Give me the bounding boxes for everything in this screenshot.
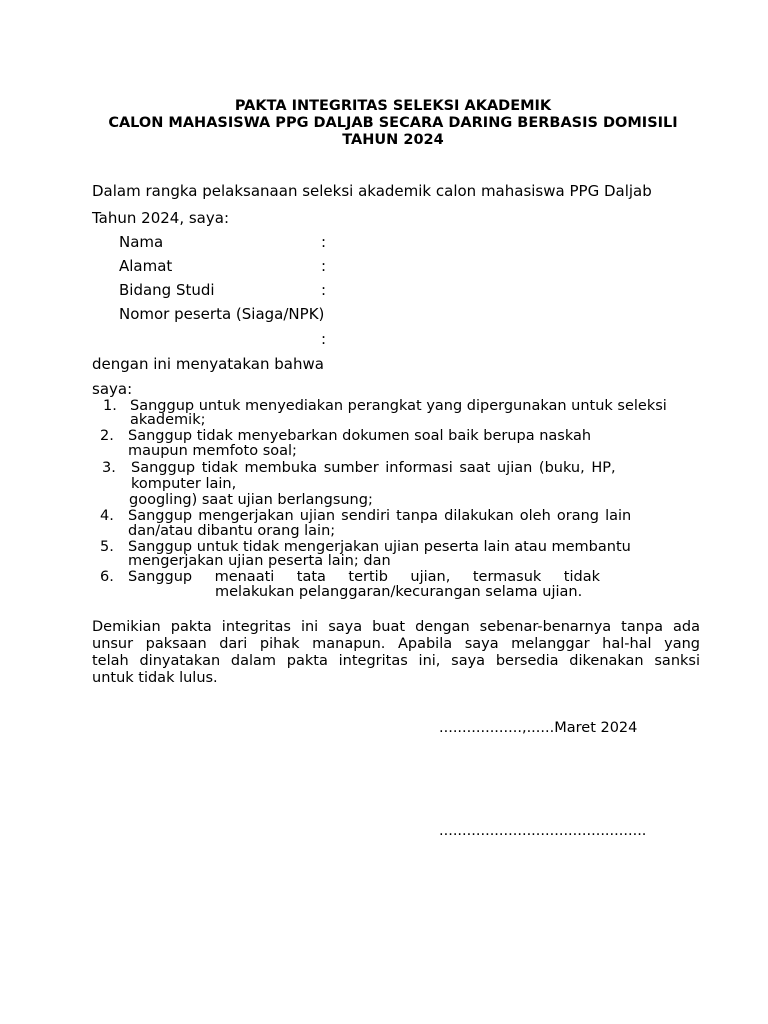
intro-line-2: Tahun 2024, saya: [92, 209, 229, 227]
list-item-number: 6. [100, 569, 114, 585]
list-item-number: 4. [100, 508, 114, 524]
list-item-text: mengerjakan ujian peserta lain; dan [128, 553, 391, 569]
list-item-number: 2. [100, 428, 114, 444]
list-item-text: maupun memfoto soal; [128, 443, 297, 459]
closing-line-2: unsur paksaan dari pihak manapun. Apabila saya melanggar hal-hal yang [92, 636, 700, 652]
list-item-text: Sanggup tidak membuka sumber informasi saat ujian (buku, HP, [131, 460, 616, 476]
field-colon-nama: : [321, 233, 327, 251]
field-colon-bidang-studi: : [321, 281, 327, 299]
list-item-number: 1. [103, 398, 117, 414]
closing-paragraph [92, 619, 700, 687]
field-label-bidang-studi: Bidang Studi [119, 281, 215, 299]
field-colon-nomor-peserta: : [321, 330, 327, 348]
list-item-number: 3. [102, 460, 116, 476]
list-item-text: Sanggup mengerjakan ujian sendiri tanpa dilakukan oleh orang lain [128, 508, 632, 524]
list-item-text: Sanggup untuk menyediakan perangkat yang dipergunakan untuk seleksi [130, 398, 667, 414]
list-item-text: akademik; [130, 412, 206, 428]
document-title-line-1: PAKTA INTEGRITAS SELEKSI AKADEMIK [234, 98, 552, 114]
list-item-text: googling) saat ujian berlangsung; [129, 492, 373, 508]
list-item-text: Sanggup untuk tidak mengerjakan ujian peserta lain atau membantu [128, 539, 631, 555]
field-label-nama: Nama [119, 233, 164, 251]
list-item-text: melakukan pelanggaran/kecurangan selama ujian. [215, 584, 583, 600]
statement-line-2: saya: [92, 380, 133, 398]
closing-line-1: Demikian pakta integritas ini saya buat dengan sebenar-benarnya tanpa ada [92, 619, 700, 635]
field-label-nomor-peserta: Nomor peserta (Siaga/NPK) [119, 305, 325, 323]
document-title-line-2: CALON MAHASISWA PPG DALJAB SECARA DARING BERBASIS DOMISILI [108, 115, 678, 131]
field-colon-alamat: : [321, 257, 327, 275]
list-item-text: Sanggup menaati tata tertib ujian, termasuk tidak [128, 569, 600, 585]
list-item-text: komputer lain, [131, 476, 237, 492]
statement-line-1: dengan ini menyatakan bahwa [92, 355, 324, 373]
list-item-text: Sanggup tidak menyebarkan dokumen soal baik berupa naskah [128, 428, 592, 444]
closing-line-4: untuk tidak lulus. [92, 670, 218, 686]
list-item-text: dan/atau dibantu orang lain; [128, 523, 336, 539]
closing-line-3: telah dinyatakan dalam pakta integritas ini, saya bersedia dikenakan sanksi [92, 653, 700, 669]
list-item-number: 5. [100, 539, 114, 555]
document-title-line-3: TAHUN 2024 [342, 132, 444, 148]
field-label-alamat: Alamat [119, 257, 173, 275]
signature-place-date: ..................,......Maret 2024 [439, 720, 638, 736]
signature-name-line: ............................................. [439, 823, 647, 839]
intro-line-1: Dalam rangka pelaksanaan seleksi akademik calon mahasiswa PPG Daljab [92, 182, 652, 200]
